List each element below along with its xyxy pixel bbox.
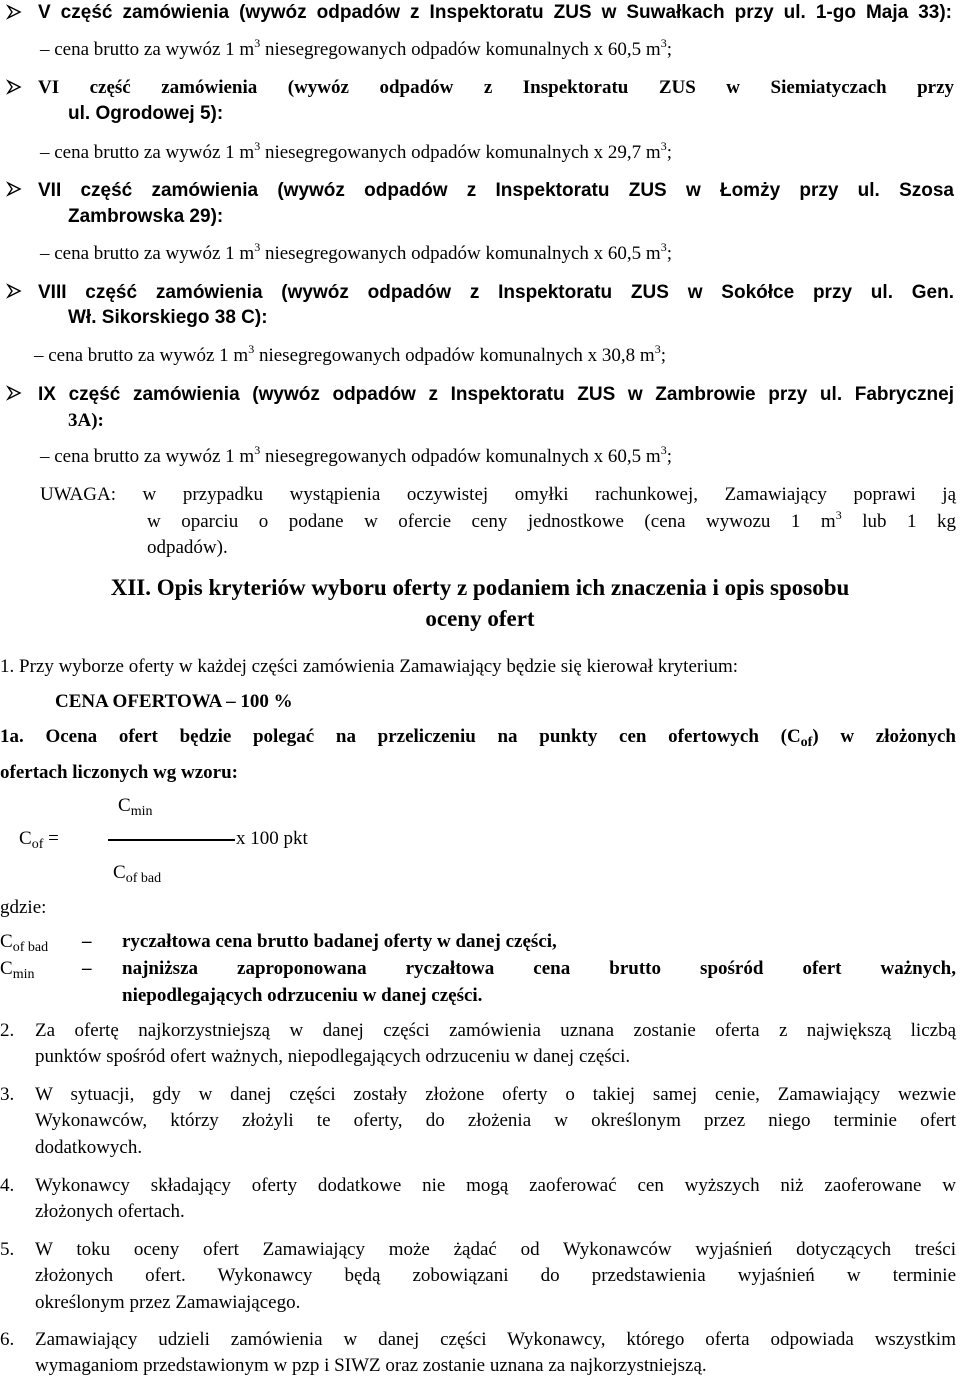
note-line-2: w oparciu o podane w ofercie ceny jednostkowe (cena wywozu 1 $m^3$ lub 1 kg [147,508,957,532]
def-cmin-symbol: $C_{min}$ [0,958,35,982]
point-5-text: W toku oceny ofert Zamawiający może żądać od Wykonawców wyjaśnień dotyczących treści [35,1239,956,1260]
section-title-cont: oceny ofert [425,606,535,631]
point-3-text-end: dodatkowych. [35,1137,143,1158]
part-viii-price-line: – cena brutto za wywóz 1 $m^3$ niesegregowanych odpadów komunalnych x 30,8 $m^3$; [34,342,666,366]
part-viii-heading: VIII część zamówienia (wywóz odpadów z Inspektoratu ZUS w Sokółce przy ul. Gen. [38,282,954,303]
point-4-number: 4. [0,1175,15,1196]
part-v-heading: V część zamówienia (wywóz odpadów z Inspektoratu ZUS w Suwałkach przy ul. 1-go Maja 33): [38,2,952,23]
point-2-text-cont: punktów spośród ofert ważnych, niepodlegających odrzuceniu w danej części. [35,1046,631,1067]
point-6-text: Zamawiający udzieli zamówienia w danej części Wykonawcy, którego oferta odpowiada wszystkim [35,1329,956,1350]
criteria-point-1: 1. Przy wyborze oferty w każdej części zamówienia Zamawiający będzie się kierował kryterium: [0,656,739,677]
point-3-text: W sytuacji, gdy w danej części zostały złożone oferty o takiej samej cenie, Zamawiający wezwie [35,1084,956,1105]
part-ix-price-line: – cena brutto za wywóz 1 $m^3$ niesegregowanych odpadów komunalnych x 60,5 $m^3$; [40,443,672,467]
arrow-bullet-icon [6,4,22,20]
formula-multiplier: x 100 pkt [236,828,308,849]
criteria-point-1a: 1a. Ocena ofert będzie polegać na przeliczeniu na punkty cen ofertowych $(C_{of})$ w złożonych [0,726,956,750]
part-vi-heading: VI część zamówienia (wywóz odpadów z Inspektoratu ZUS w Siemiatyczach przy [38,77,954,98]
arrow-bullet-icon [6,385,22,401]
note-line-3: odpadów). [147,537,228,558]
def-cmin-text-cont: niepodlegających odrzuceniu w danej części. [122,985,483,1006]
point-5-text-end: określonym przez Zamawiającego. [35,1292,301,1313]
part-ix-heading-cont: 3A): [68,410,104,431]
part-viii-heading-cont: Wł. Sikorskiego 38 C): [68,307,268,328]
def-cmin-text: najniższa zaproponowana ryczałtowa cena brutto spośród ofert ważnych, [122,958,956,979]
part-v-price-line: – cena brutto za wywóz 1 $m^3$ niesegregowanych odpadów komunalnych x 60,5 $m^3$; [40,36,672,60]
formula-result: $C_{of}$ = [19,828,59,852]
fraction-line [108,839,235,841]
part-vii-price-line: – cena brutto za wywóz 1 $m^3$ niesegregowanych odpadów komunalnych x 60,5 $m^3$; [40,240,672,264]
point-4-text-cont: złożonych ofertach. [35,1201,185,1222]
part-ix-heading: IX część zamówienia (wywóz odpadów z Inspektoratu ZUS w Zambrowie przy ul. Fabrycznej [38,384,954,405]
def-cofbad-symbol: $C_{of bad}$ [0,931,49,955]
def-dash: – [82,958,92,979]
section-title: XII. Opis kryteriów wyboru oferty z podaniem ich znaczenia i opis sposobu [110,575,850,600]
point-2-number: 2. [0,1020,15,1041]
point-5-number: 5. [0,1239,15,1260]
point-3-text-cont: Wykonawców, którzy złożyli te oferty, do złożenia w określonym przez niego terminie ofert [35,1110,956,1131]
part-vii-heading: VII część zamówienia (wywóz odpadów z Inspektoratu ZUS w Łomży przy ul. Szosa [38,180,954,201]
def-cofbad-text: ryczałtowa cena brutto badanej oferty w danej części, [122,931,557,952]
point-2-text: Za ofertę najkorzystniejszą w danej części zamówienia uznana zostanie oferta z największą liczbą [35,1020,956,1041]
point-6-text-cont: wymaganiom przedstawionym w pzp i SIWZ oraz zostanie uznana za najkorzystniejszą. [35,1355,707,1376]
arrow-bullet-icon [6,181,22,197]
arrow-bullet-icon [6,283,22,299]
note-line-1: UWAGA: w przypadku wystąpienia oczywistej omyłki rachunkowej, Zamawiający poprawi ją [40,484,956,505]
point-4-text: Wykonawcy składający oferty dodatkowe nie mogą zaoferować cen wyższych niż zaoferowane w [35,1175,956,1196]
criteria-price-weight: CENA OFERTOWA – 100 % [55,691,293,712]
criteria-point-1a-cont: ofertach liczonych wg wzoru: [0,762,238,783]
formula-denominator: $C_{of bad}$ [113,862,162,886]
point-6-number: 6. [0,1329,15,1350]
point-3-number: 3. [0,1084,15,1105]
where-label: gdzie: [0,897,47,918]
formula-numerator: $C_{min}$ [118,795,153,819]
point-5-text-cont: złożonych ofert. Wykonawcy będą zobowiązani do przedstawienia wyjaśnień w terminie [35,1265,956,1286]
part-vii-heading-cont: Zambrowska 29): [68,206,224,227]
part-vi-heading-cont: ul. Ogrodowej 5): [68,103,224,124]
arrow-bullet-icon [6,79,22,95]
part-vi-price-line: – cena brutto za wywóz 1 $m^3$ niesegregowanych odpadów komunalnych x 29,7 $m^3$; [40,139,672,163]
def-dash: – [82,931,92,952]
